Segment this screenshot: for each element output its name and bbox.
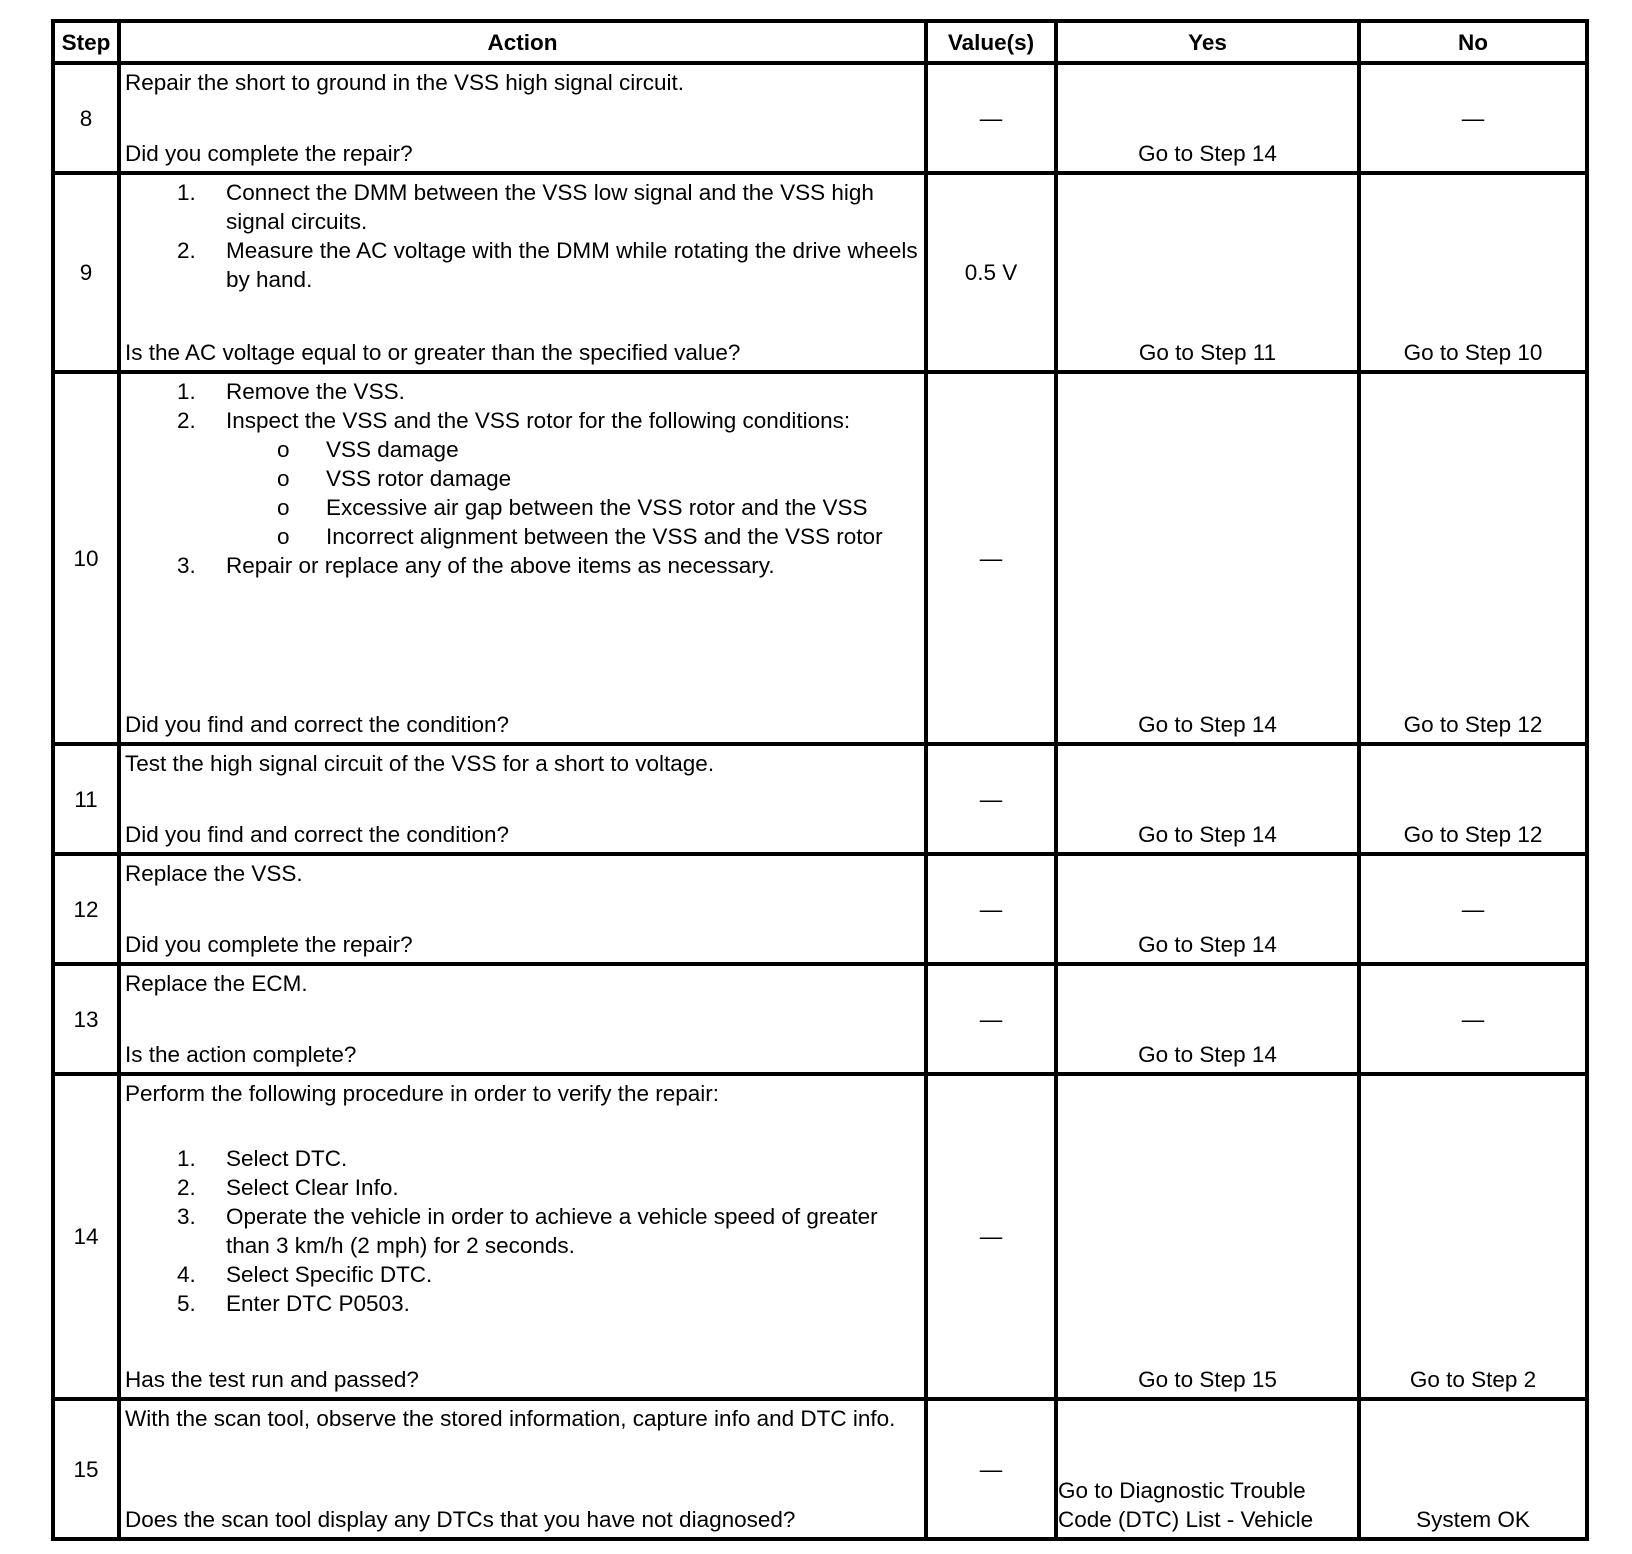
procedure-list (125, 178, 920, 294)
value-cell: — (926, 1399, 1056, 1539)
step-number: 11 (53, 744, 119, 854)
table-row (53, 1074, 1587, 1399)
no-cell: — (1359, 964, 1587, 1074)
sub-item: o Excessive air gap between the VSS rotor and the VSS (277, 495, 868, 520)
step-number: 15 (53, 1399, 119, 1539)
action-intro: Test the high signal circuit of the VSS for a short to voltage. (125, 751, 715, 776)
list-item: 3. Repair or replace any of the above items as necessary. (177, 553, 775, 578)
table-row (53, 173, 1587, 372)
yes-cell: Go to Diagnostic Trouble Code (DTC) List - Vehicle (1056, 1399, 1359, 1539)
action-intro: With the scan tool, observe the stored information, capture info and DTC info. (125, 1406, 896, 1431)
list-item: 2. Measure the AC voltage with the DMM while rotating the drive wheels by hand. (177, 238, 918, 292)
value-cell: — (926, 372, 1056, 744)
list-item: 1. Select DTC. (177, 1146, 348, 1171)
action-intro: Replace the ECM. (125, 971, 308, 996)
action-cell (119, 372, 926, 744)
action-cell (119, 964, 926, 1074)
no-cell: Go to Step 12 (1359, 372, 1587, 744)
step-number: 8 (53, 63, 119, 173)
action-question: Did you complete the repair? (125, 932, 413, 957)
step-number: 10 (53, 372, 119, 744)
action-question: Has the test run and passed? (125, 1367, 419, 1392)
header-step: Step (53, 21, 119, 63)
action-question: Is the action complete? (125, 1042, 357, 1067)
value-cell: — (926, 63, 1056, 173)
action-question: Did you find and correct the condition? (125, 712, 509, 737)
header-values: Value(s) (926, 21, 1056, 63)
value-cell: — (926, 1074, 1056, 1399)
yes-cell: Go to Step 14 (1056, 744, 1359, 854)
action-intro: Repair the short to ground in the VSS high signal circuit. (125, 70, 685, 95)
list-item: 1. Connect the DMM between the VSS low signal and the VSS high signal circuits. (177, 180, 874, 234)
list-item: 4. Select Specific DTC. (177, 1262, 433, 1287)
table-row (53, 63, 1587, 173)
action-cell (119, 854, 926, 964)
table-row (53, 372, 1587, 744)
no-cell: Go to Step 10 (1359, 173, 1587, 372)
table-row (53, 1399, 1587, 1539)
step-number: 13 (53, 964, 119, 1074)
header-row (53, 21, 1587, 63)
value-cell: — (926, 964, 1056, 1074)
procedure-list (125, 377, 920, 580)
action-intro: Replace the VSS. (125, 861, 303, 886)
list-item: 2. Select Clear Info. (177, 1175, 399, 1200)
value-cell: — (926, 854, 1056, 964)
step-number: 12 (53, 854, 119, 964)
header-yes: Yes (1056, 21, 1359, 63)
yes-cell: Go to Step 14 (1056, 854, 1359, 964)
sub-item: o Incorrect alignment between the VSS and the VSS rotor (277, 524, 883, 549)
table-row (53, 744, 1587, 854)
action-question: Is the AC voltage equal to or greater than the specified value? (125, 340, 741, 365)
no-cell: Go to Step 12 (1359, 744, 1587, 854)
action-intro: Perform the following procedure in order to verify the repair: (125, 1081, 720, 1106)
yes-cell: Go to Step 11 (1056, 173, 1359, 372)
action-cell (119, 1399, 926, 1539)
step-number: 14 (53, 1074, 119, 1399)
no-cell: Go to Step 2 (1359, 1074, 1587, 1399)
header-no: No (1359, 21, 1587, 63)
yes-cell: Go to Step 14 (1056, 63, 1359, 173)
table-row (53, 854, 1587, 964)
list-item: 1. Remove the VSS. (177, 379, 405, 404)
action-question: Does the scan tool display any DTCs that you have not diagnosed? (125, 1507, 796, 1532)
sub-item: o VSS damage (277, 437, 459, 462)
value-cell: 0.5 V (926, 173, 1056, 372)
value-cell: — (926, 744, 1056, 854)
condition-list (226, 435, 920, 551)
list-item: 2. Inspect the VSS and the VSS rotor for the following conditions: o VSS damage o VSS rotor damage o Excessive air gap between the VSS rotor and the VSS o Incorrect alignment between the VSS and the VSS rotor (125, 406, 920, 551)
list-item: 3. Operate the vehicle in order to achieve a vehicle speed of greater than 3 km/h (2 mph) for 2 seconds. (177, 1204, 878, 1258)
step-number: 9 (53, 173, 119, 372)
header-action: Action (119, 21, 926, 63)
action-question: Did you complete the repair? (125, 141, 413, 166)
sub-item: o VSS rotor damage (277, 466, 512, 491)
action-cell (119, 173, 926, 372)
action-cell (119, 63, 926, 173)
table-row (53, 964, 1587, 1074)
yes-cell: Go to Step 14 (1056, 372, 1359, 744)
no-cell: System OK (1359, 1399, 1587, 1539)
no-cell: — (1359, 63, 1587, 173)
action-cell (119, 744, 926, 854)
action-question: Did you find and correct the condition? (125, 822, 509, 847)
yes-cell: Go to Step 14 (1056, 964, 1359, 1074)
list-item: 5. Enter DTC P0503. (177, 1291, 410, 1316)
action-cell (119, 1074, 926, 1399)
procedure-list (125, 1144, 920, 1318)
diagnostic-table (51, 19, 1589, 1541)
no-cell: — (1359, 854, 1587, 964)
yes-cell: Go to Step 15 (1056, 1074, 1359, 1399)
